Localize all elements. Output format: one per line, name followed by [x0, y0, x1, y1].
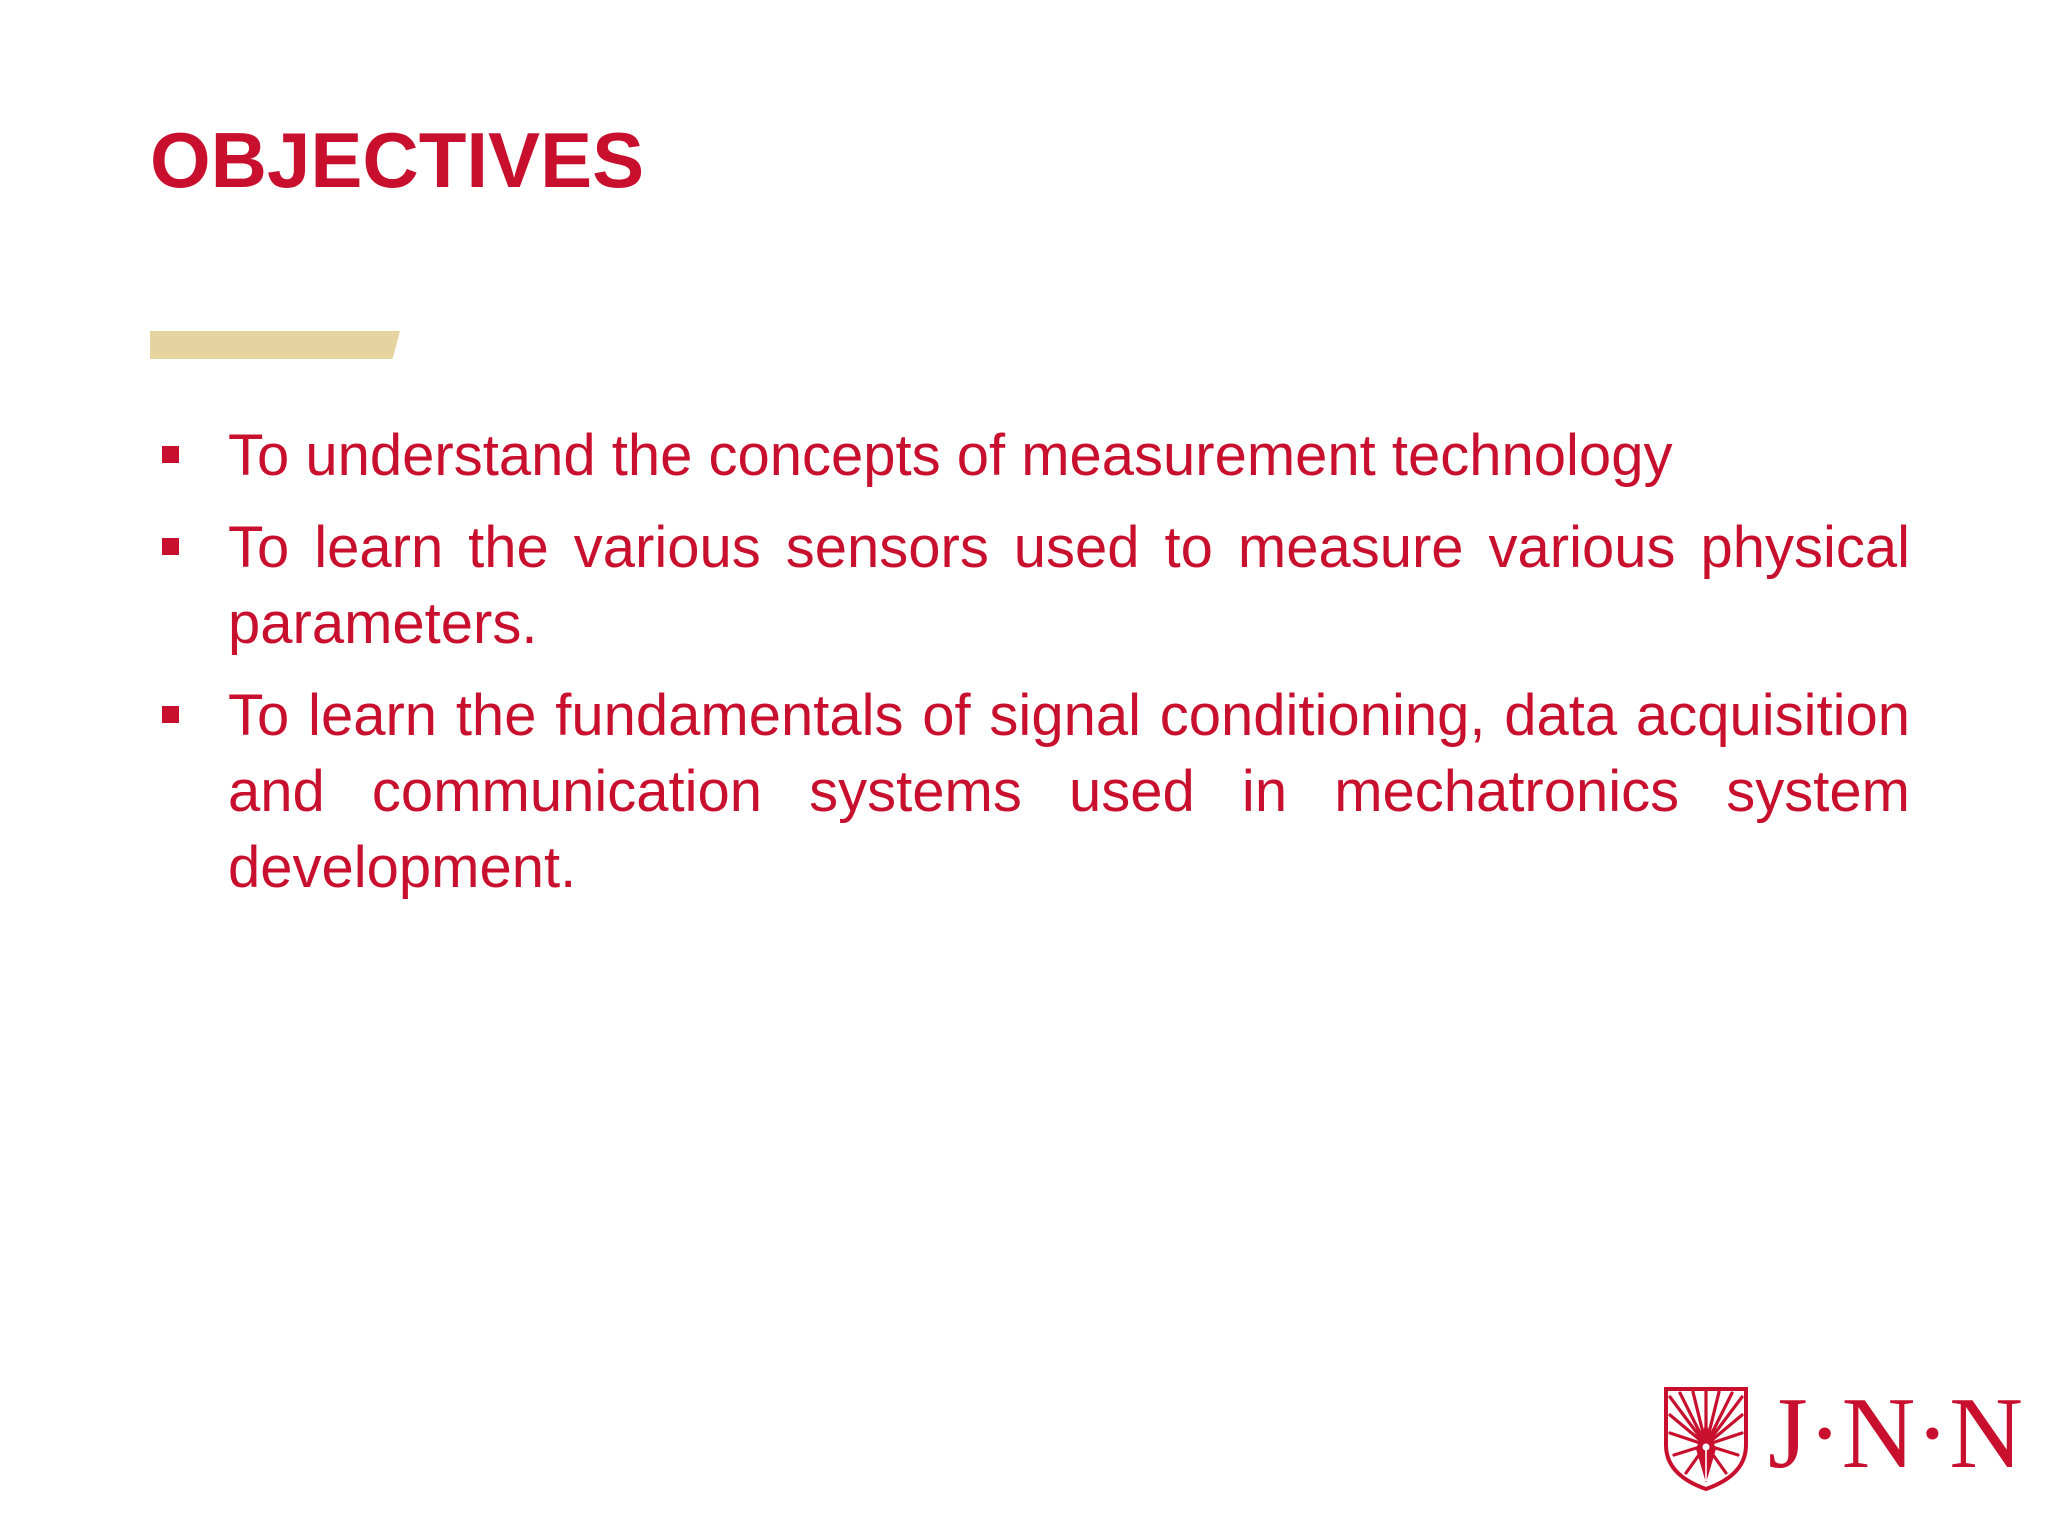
objective-item	[150, 418, 1910, 494]
objective-text: To learn the fundamentals of signal conditioning, data acquisition and communication systems used in mechatronics system development.	[228, 683, 1910, 900]
objective-item	[150, 510, 1910, 662]
jnn-logo	[1660, 1375, 2023, 1495]
title-accent-bar	[150, 331, 400, 359]
objectives-list	[150, 418, 1910, 922]
objective-text: To understand the concepts of measurement technology	[228, 423, 1673, 488]
objective-text: To learn the various sensors used to measure various physical parameters.	[228, 515, 1910, 656]
objective-item	[150, 678, 1910, 906]
square-bullet-icon	[162, 446, 179, 463]
sunburst-shield-icon	[1660, 1383, 1752, 1493]
slide-title: OBJECTIVES	[150, 116, 645, 204]
square-bullet-icon	[162, 706, 179, 723]
logo-wordmark: J·N·N	[1768, 1377, 2023, 1490]
square-bullet-icon	[162, 538, 179, 555]
